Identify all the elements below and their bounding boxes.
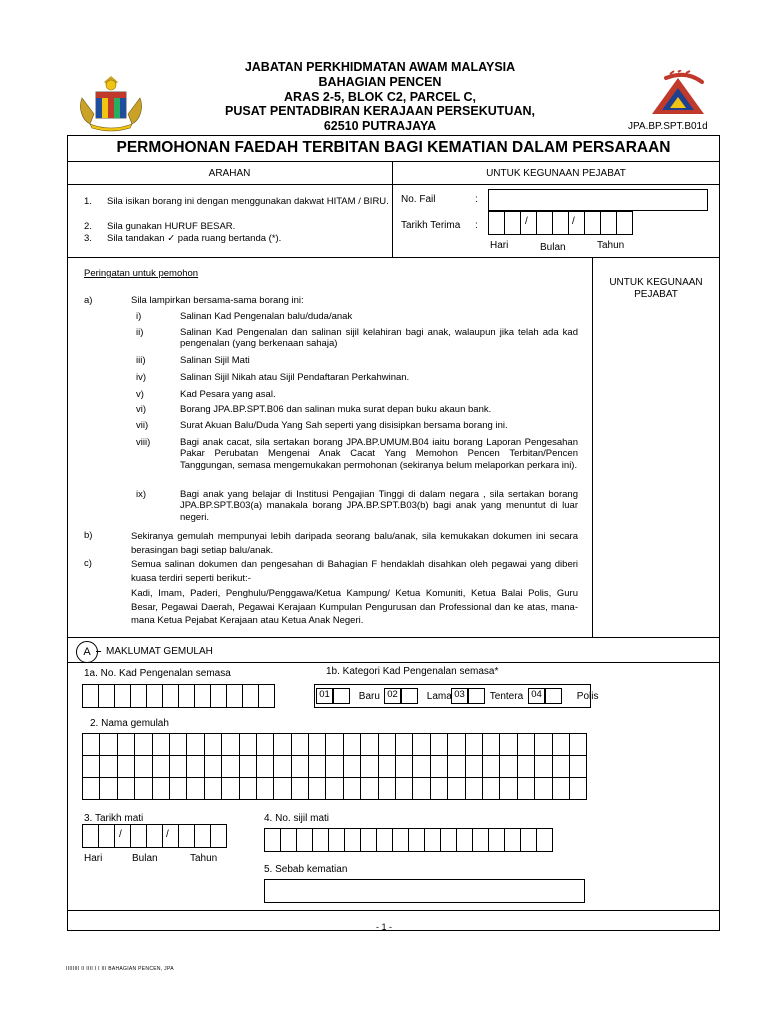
peringatan-c: Semua salinan dokumen dan pengesahan di Bahagian F hendaklah disahkan oleh pegawai yang diberi kuasa terdiri seperti berikut:-	[131, 559, 578, 584]
attachment-item: Kad Pesara yang asal.	[180, 389, 276, 400]
attachment-item: Borang JPA.BP.SPT.B06 dan salinan muka surat depan buku akaun bank.	[180, 404, 492, 415]
category-name: Polis	[576, 690, 599, 702]
ic-category-option-lama[interactable]	[384, 688, 452, 704]
name-label: 2. Nama gemulah	[90, 718, 169, 729]
header-line-2: BAHAGIAN PENCEN	[318, 74, 442, 89]
ic-category-label: 1b. Kategori Kad Pengenalan semasa*	[326, 666, 499, 677]
checkbox[interactable]	[333, 688, 350, 704]
list-label: a)	[84, 295, 93, 306]
side-office-use-label: UNTUK KEGUNAAN PEJABAT	[609, 277, 703, 300]
category-name: Tentera	[489, 690, 524, 702]
category-name: Baru	[358, 690, 380, 702]
category-code: 02	[384, 688, 401, 704]
death-cause-label: 5. Sebab kematian	[264, 864, 348, 875]
list-num: viii)	[136, 437, 151, 448]
category-code: 04	[528, 688, 545, 704]
page-number: - 1 -	[375, 922, 392, 932]
peringatan-b: Sekiranya gemulah mempunyai lebih daripada seorang balu/anak, sila kemukakan dokumen ini secara berasingan bagi setiap balu/anak.	[131, 531, 578, 556]
header-line-3: ARAS 2-5, BLOK C2, PARCEL C,	[284, 89, 476, 104]
divider	[67, 662, 720, 663]
death-date-label: 3. Tarikh mati	[84, 813, 144, 824]
list-num: v)	[136, 389, 144, 400]
ic-number-input[interactable]	[82, 684, 274, 708]
death-cert-label: 4. No. sijil mati	[264, 813, 330, 824]
death-cert-input[interactable]	[264, 828, 552, 852]
tarikh-terima-label: Tarikh Terima	[401, 220, 461, 231]
arahan-item-2: Sila gunakan HURUF BESAR.	[107, 221, 236, 232]
list-num: ii)	[136, 327, 144, 338]
list-num: vi)	[136, 404, 147, 415]
death-date-tahun: Tahun	[190, 853, 218, 864]
tahun-label: Tahun	[597, 240, 625, 251]
section-a-badge: A	[76, 641, 98, 663]
divider	[67, 161, 720, 162]
death-cause-input[interactable]	[264, 879, 585, 903]
death-date-bulan: Bulan	[132, 853, 158, 864]
attachment-item: Bagi anak cacat, sila sertakan borang JPA.BP.UMUM.B04 iaitu borang Laporan Pengesahan Pakar Perubatan Mengenai Anak Cacat Yang Memohon Pencen Terbitan/Pencen Tanggungan, semasa mengemukakan permohonan (sekiranya belum melaporkan perkara ini).	[180, 437, 578, 471]
section-a-title: MAKLUMAT GEMULAH	[106, 646, 213, 657]
list-num: iv)	[136, 372, 147, 383]
checkbox[interactable]	[468, 688, 485, 704]
divider	[67, 910, 720, 911]
footer-note: IIIIIIII II IIII I I III BAHAGIAN PENCEN, JPA	[66, 966, 174, 972]
attachment-item: Salinan Sijil Nikah atau Sijil Pendaftaran Perkahwinan.	[180, 372, 410, 383]
category-name: Lama	[426, 690, 452, 702]
bulan-label: Bulan	[540, 242, 566, 253]
tarikh-terima-input[interactable]	[488, 211, 632, 235]
divider	[67, 184, 720, 185]
death-date-hari: Hari	[84, 853, 103, 864]
ic-category-option-baru[interactable]	[316, 688, 380, 704]
arahan-num: 1.	[84, 196, 92, 207]
peringatan-heading: Peringatan untuk pemohon	[84, 268, 199, 279]
category-code: 03	[451, 688, 468, 704]
colon: :	[475, 220, 478, 231]
death-date-input[interactable]	[82, 824, 226, 848]
jpa-logo	[646, 70, 710, 120]
category-code: 01	[316, 688, 333, 704]
header-line-5: 62510 PUTRAJAYA	[323, 119, 437, 134]
arahan-item-3: Sila tandakan ✓ pada ruang bertanda (*).	[107, 233, 282, 244]
date-slash: /	[119, 829, 122, 840]
office-use-heading: UNTUK KEGUNAAN PEJABAT	[486, 168, 626, 179]
checkbox[interactable]	[401, 688, 418, 704]
list-num: i)	[136, 311, 142, 322]
attachment-item: Surat Akuan Balu/Duda Yang Sah seperti yang disisipkan bersama borang ini.	[180, 420, 508, 431]
list-num: iii)	[136, 355, 146, 366]
attachment-item: Salinan Kad Pengenalan dan salinan sijil kelahiran bagi anak, walaupun jika telah ada kad pengenalan (yang berkenaan sahaja)	[180, 327, 578, 350]
no-fail-label: No. Fail	[401, 194, 436, 205]
form-code: JPA.BP.SPT.B01d	[628, 121, 708, 132]
list-label: c)	[84, 558, 92, 569]
peringatan-a-intro: Sila lampirkan bersama-sama borang ini:	[131, 295, 304, 306]
header-line-4: PUSAT PENTADBIRAN KERAJAAN PERSEKUTUAN,	[225, 104, 535, 119]
ic-number-label: 1a. No. Kad Pengenalan semasa	[84, 668, 231, 679]
list-num: vii)	[136, 420, 149, 431]
peringatan-c-list: Kadi, Imam, Paderi, Penghulu/Penggawa/Ketua Kampung/ Ketua Komuniti, Ketua Balai Polis, Guru Besar, Pegawai Daerah, Pegawai Kerajaan Kumpulan Pengurusan dan Professional dan ke atas, mana-mana Ketua Pejabat Kerajaan atau Ketua Anak Negeri.	[131, 588, 578, 626]
list-num: ix)	[136, 489, 147, 500]
attachment-item: Salinan Kad Pengenalan balu/duda/anak	[180, 311, 353, 322]
ic-category-option-tentera[interactable]	[451, 688, 523, 704]
header-line-1: JABATAN PERKHIDMATAN AWAM MALAYSIA	[244, 60, 516, 74]
arahan-item-1: Sila isikan borang ini dengan menggunakan dakwat HITAM / BIRU.	[107, 196, 389, 207]
date-slash: /	[525, 216, 528, 227]
arahan-num: 3.	[84, 233, 92, 244]
divider	[96, 651, 101, 652]
name-input[interactable]	[82, 733, 586, 799]
no-fail-input[interactable]	[488, 189, 708, 211]
list-label: b)	[84, 530, 93, 541]
header-address	[170, 60, 590, 134]
arahan-heading: ARAHAN	[208, 168, 251, 179]
attachment-item: Bagi anak yang belajar di Institusi Pengajian Tinggi di dalam negara , sila sertakan borang JPA.BP.SPT.B03(a) manakala borang JPA.BP.SPT.B03(b) bagi anak yang menuntut di luar negeri.	[180, 489, 578, 523]
ic-category-option-polis[interactable]	[528, 688, 598, 704]
checkbox[interactable]	[545, 688, 562, 704]
date-slash: /	[572, 216, 575, 227]
arahan-num: 2.	[84, 221, 92, 232]
coat-of-arms-logo	[76, 74, 146, 134]
divider	[67, 257, 720, 258]
divider	[592, 257, 593, 637]
divider	[67, 637, 720, 638]
attachment-item: Salinan Sijil Mati	[180, 355, 250, 366]
hari-label: Hari	[490, 240, 509, 251]
colon: :	[475, 194, 478, 205]
form-title: PERMOHONAN FAEDAH TERBITAN BAGI KEMATIAN DALAM PERSARAAN	[116, 139, 671, 156]
date-slash: /	[166, 829, 169, 840]
